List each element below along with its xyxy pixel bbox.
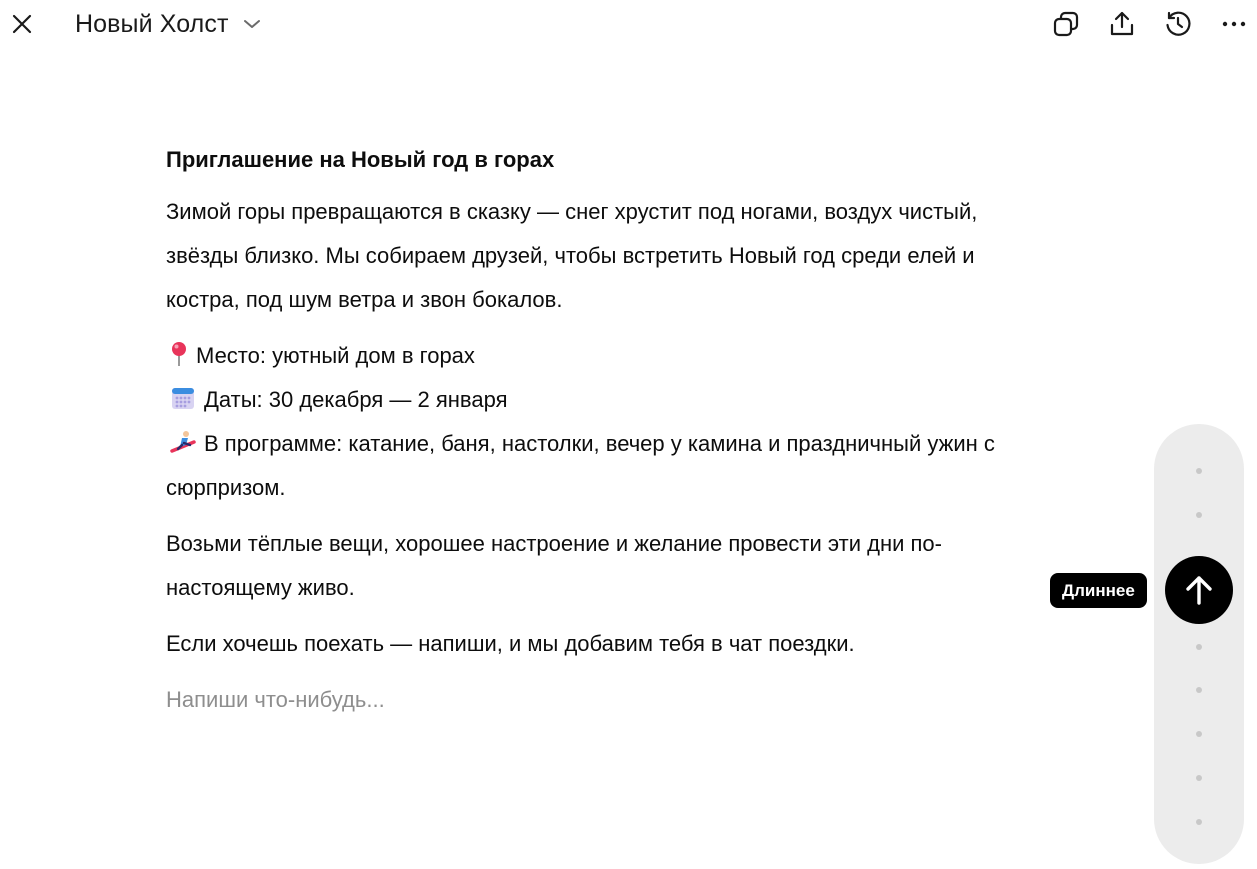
length-step-dot[interactable] [1196, 687, 1202, 693]
bring-paragraph: Возьми тёплые вещи, хорошее настроение и желание провести эти дни по-настоящему живо. [166, 531, 942, 600]
length-step-dot[interactable] [1196, 468, 1202, 474]
detail-location [166, 334, 1046, 378]
intro-paragraph: Зимой горы превращаются в сказку — снег хрустит под ногами, воздух чистый, звёзды близко. Мы собираем друзей, чтобы встретить Новый год среди елей и костра, под шум ветра и звон бокалов. [166, 199, 978, 312]
arrow-up-icon [1182, 573, 1216, 607]
length-step-dot[interactable] [1196, 819, 1202, 825]
share-button[interactable] [1104, 6, 1140, 42]
calendar-emoji [170, 385, 196, 411]
detail-program-text: В программе: катание, баня, настолки, вечер у камина и праздничный ужин с сюрпризом. [166, 431, 995, 500]
detail-program [166, 422, 1046, 510]
length-step-dot[interactable] [1196, 512, 1202, 518]
close-icon [11, 13, 33, 35]
detail-location-text: Место: уютный дом в горах [196, 343, 475, 368]
history-button[interactable] [1160, 6, 1196, 42]
history-icon [1164, 10, 1192, 38]
details-block [166, 334, 1046, 510]
more-button[interactable] [1216, 6, 1252, 42]
chevron-down-icon [243, 18, 261, 30]
more-icon [1220, 10, 1248, 38]
canvas-title: Новый Холст [75, 9, 229, 38]
copy-icon [1052, 10, 1080, 38]
top-bar [0, 0, 1257, 50]
length-tooltip: Длиннее [1050, 573, 1147, 608]
document-heading: Приглашение на Новый год в горах [166, 147, 555, 172]
share-icon [1108, 10, 1136, 38]
detail-dates-text: Даты: 30 декабря — 2 января [204, 387, 508, 412]
length-step-dot[interactable] [1196, 731, 1202, 737]
close-button[interactable] [6, 8, 38, 40]
cta-paragraph: Если хочешь поехать — напиши, и мы добавим тебя в чат поездки. [166, 631, 855, 656]
canvas-title-dropdown[interactable] [75, 8, 261, 40]
length-slider-track[interactable] [1154, 424, 1244, 864]
length-step-dot[interactable] [1196, 775, 1202, 781]
detail-dates [166, 378, 1046, 422]
copy-button[interactable] [1048, 6, 1084, 42]
length-step-dot[interactable] [1196, 644, 1202, 650]
apply-length-button[interactable] [1165, 556, 1233, 624]
snowboarder-emoji [170, 429, 196, 455]
canvas-document[interactable] [166, 142, 1046, 734]
new-text-placeholder[interactable]: Напиши что-нибудь... [166, 687, 385, 712]
pushpin-emoji [166, 341, 192, 367]
